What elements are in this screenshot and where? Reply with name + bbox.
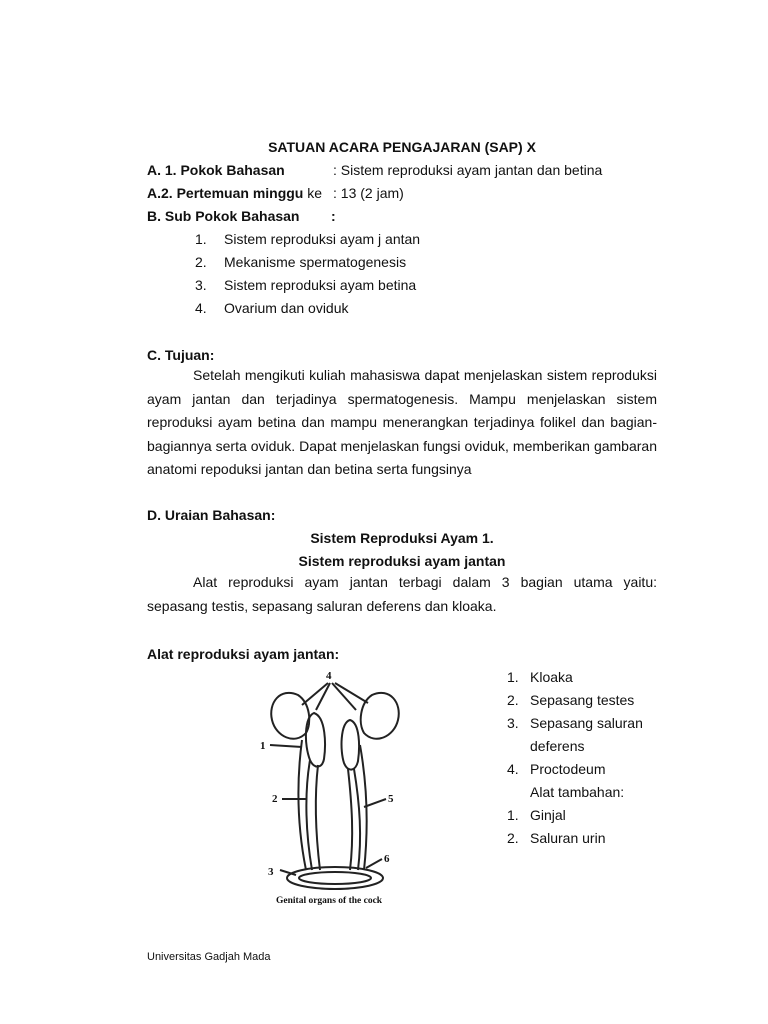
- cock-genital-organs-figure: [240, 665, 430, 910]
- uraian-paragraph: [147, 571, 657, 618]
- figure-label: 1: [260, 740, 266, 752]
- figure-label: 6: [384, 853, 390, 865]
- alat-item-num: 4.: [507, 761, 519, 777]
- uraian-body: Alat reproduksi ayam jantan terbagi dalam 3 bagian utama yaitu: sepasang testis, sepasang saluran deferens dan kloaka.: [147, 574, 657, 614]
- pertemuan-label-row: [147, 184, 322, 202]
- alat-item-text: Kloaka: [530, 669, 573, 685]
- figure-label: 5: [388, 793, 394, 805]
- sub-item-num: 2.: [195, 254, 207, 270]
- sub-item-num: 4.: [195, 300, 207, 316]
- left-testis-shape: [306, 713, 325, 767]
- figure-label: 3: [268, 866, 274, 878]
- right-testis-shape: [342, 720, 360, 770]
- tujuan-body: Setelah mengikuti kuliah mahasiswa dapat menjelaskan sistem reproduksi ayam jantan dan terjadinya spermatogenesis. Mampu menjelaskan sistem reproduksi ayam betina dan mampu menerangkan terjadinya folikel dan bagian-bagiannya serta oviduk. Dapat menjelaskan fungsi oviduk, memberikan gambaran anatomi repoduksi jantan dan betina serta fungsinya: [147, 367, 657, 477]
- alat-item-text: Alat tambahan:: [530, 784, 625, 800]
- alat-item-text: Proctodeum: [530, 761, 606, 777]
- left-kidney-shape: [271, 693, 309, 739]
- figure-caption: Genital organs of the cock: [276, 896, 383, 906]
- pertemuan-value: : 13 (2 jam): [333, 185, 404, 201]
- sub-item-text: Ovarium dan oviduk: [224, 300, 349, 316]
- pokok-bahasan-label: A. 1. Pokok Bahasan: [147, 162, 285, 178]
- page-title: SATUAN ACARA PENGAJARAN (SAP) X: [268, 139, 536, 155]
- alat-item-text: Sepasang testes: [530, 692, 635, 708]
- alat-item-num: 1.: [507, 669, 519, 685]
- alat-heading: Alat reproduksi ayam jantan:: [147, 646, 340, 662]
- sub-item-text: Sistem reproduksi ayam betina: [224, 277, 417, 293]
- pertemuan-label: A.2. Pertemuan minggu: [147, 185, 304, 201]
- sub-item-text: Sistem reproduksi ayam j antan: [224, 231, 421, 247]
- alat-item-num: 1.: [507, 807, 519, 823]
- alat-item-num: 3.: [507, 715, 519, 731]
- alat-item-text: deferens: [530, 738, 585, 754]
- alat-item-text: Sepasang saluran: [530, 715, 643, 731]
- figure-label: 4: [326, 670, 332, 682]
- uraian-subtitle-2: Sistem reproduksi ayam jantan: [298, 553, 506, 569]
- sub-item-text: Mekanisme spermatogenesis: [224, 254, 407, 270]
- anatomy-drawing: [240, 665, 430, 910]
- figure-label: 2: [272, 793, 278, 805]
- alat-item-num: 2.: [507, 830, 519, 846]
- uraian-subtitle-1: Sistem Reproduksi Ayam 1.: [310, 530, 494, 546]
- pokok-bahasan-value: : Sistem reproduksi ayam jantan dan betina: [333, 162, 603, 178]
- sub-pokok-label: B. Sub Pokok Bahasan: [147, 208, 300, 224]
- footer-institution: Universitas Gadjah Mada: [147, 951, 271, 963]
- alat-item-text: Saluran urin: [530, 830, 606, 846]
- sub-pokok-colon: :: [331, 208, 336, 224]
- tujuan-paragraph: [147, 364, 657, 482]
- pertemuan-ke: ke: [303, 185, 323, 201]
- tujuan-heading: C. Tujuan:: [147, 347, 215, 363]
- sub-item-num: 3.: [195, 277, 207, 293]
- sub-item-num: 1.: [195, 231, 207, 247]
- right-kidney-shape: [361, 693, 399, 739]
- uraian-heading: D. Uraian Bahasan:: [147, 507, 276, 523]
- alat-item-text: Ginjal: [530, 807, 566, 823]
- alat-item-num: 2.: [507, 692, 519, 708]
